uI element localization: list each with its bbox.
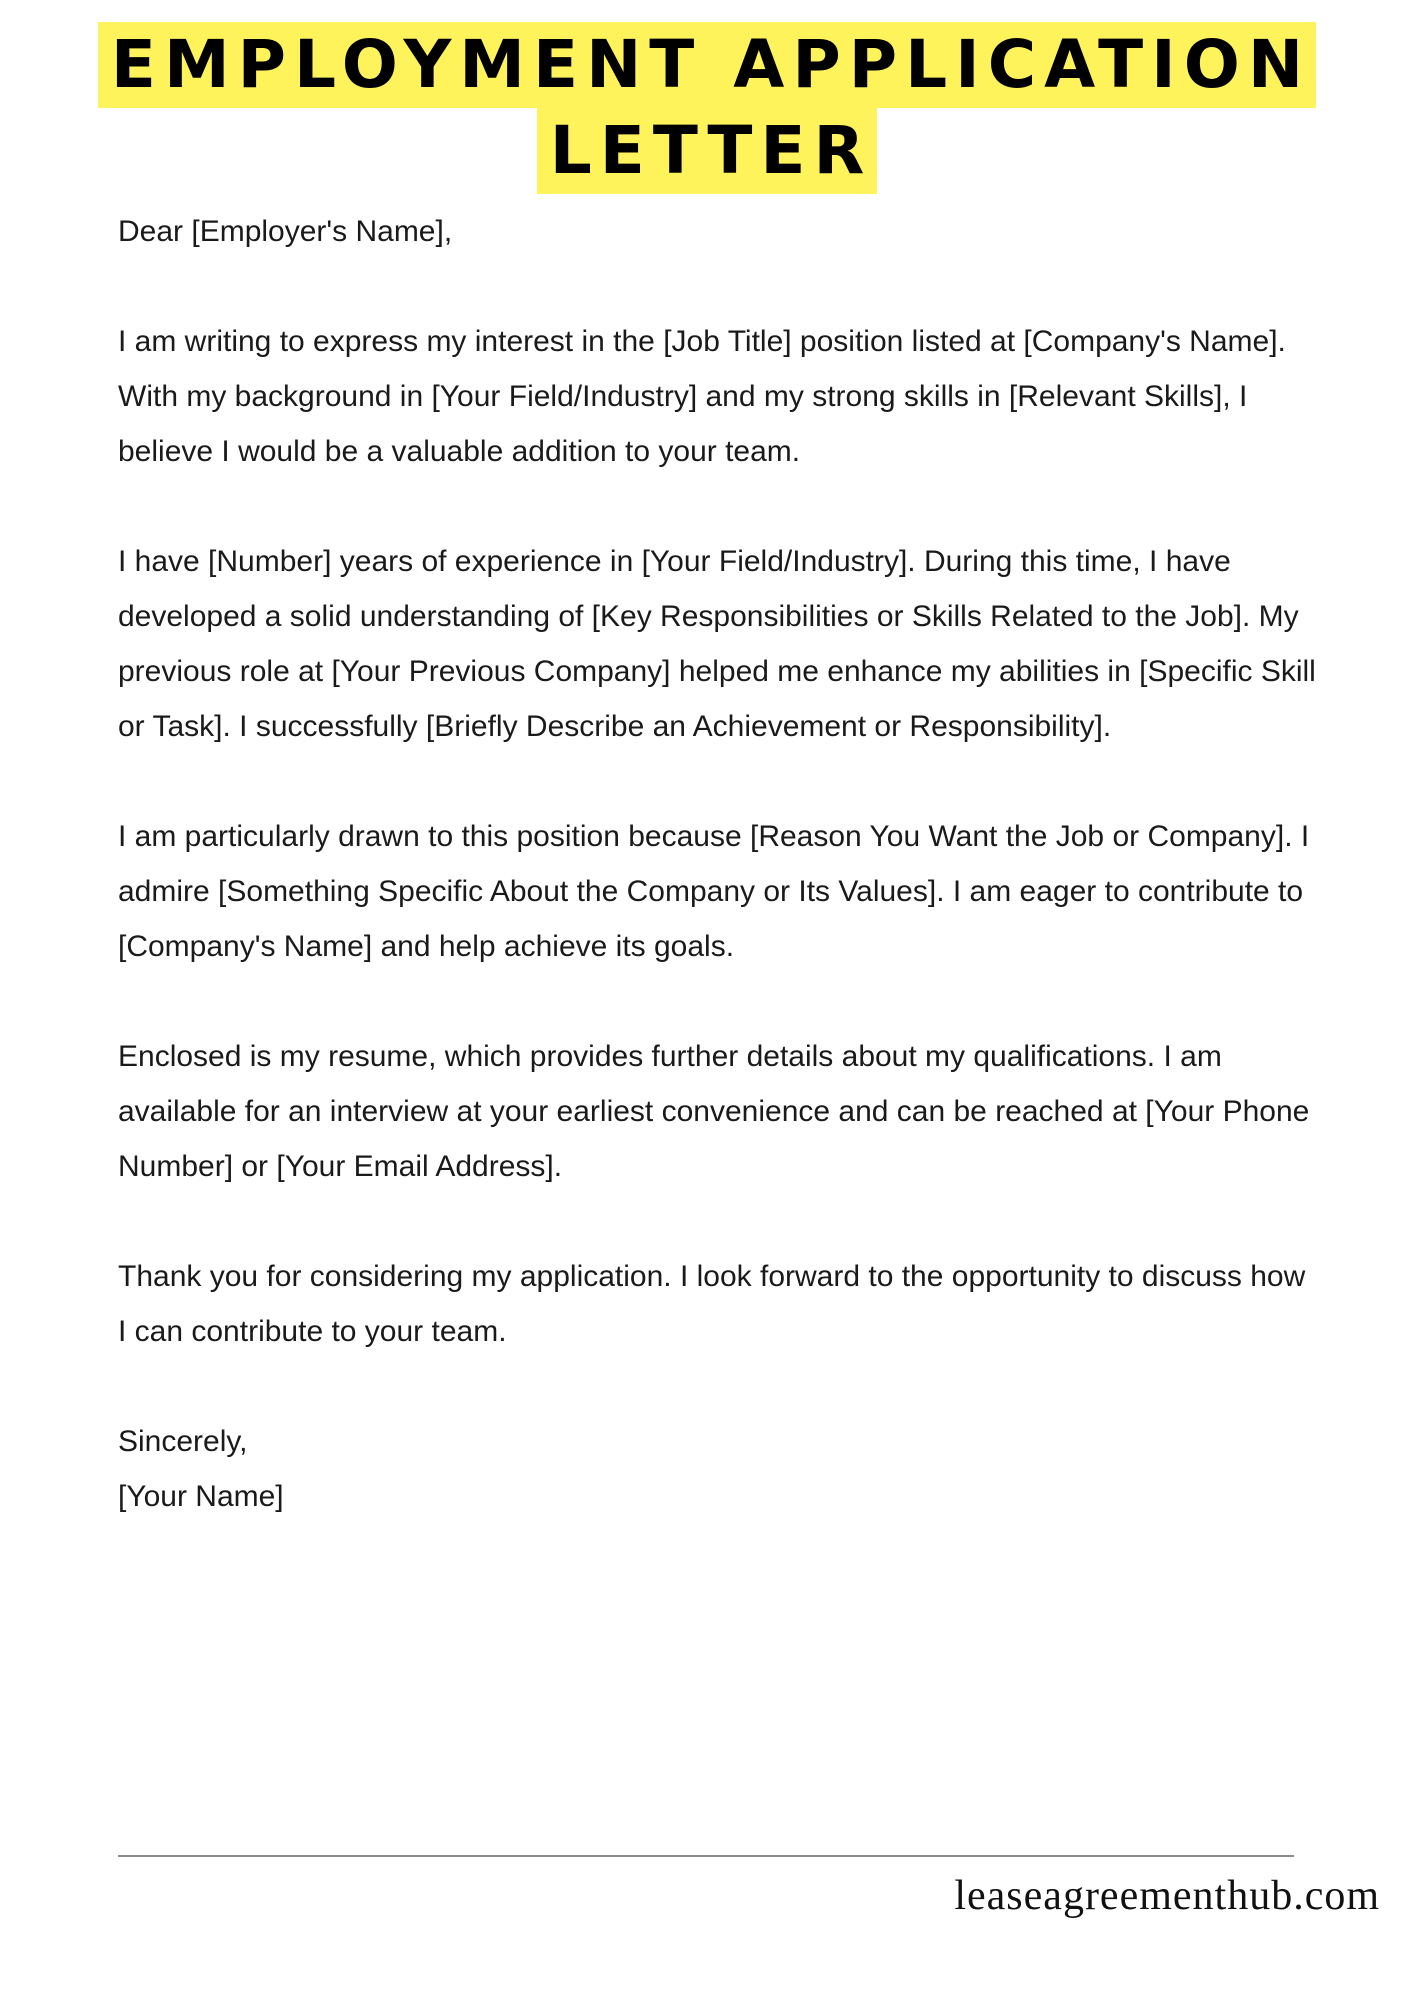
title-line-1: EMPLOYMENT APPLICATION (98, 22, 1316, 108)
title-line-2: LETTER (537, 108, 878, 194)
paragraph-enclosure: Enclosed is my resume, which provides further details about my qualifications. I am available for an interview at your earliest convenience and can be reached at [Your Phone Number] or [Your Email Address]. (118, 1040, 1310, 1183)
footer-divider (118, 1855, 1294, 1857)
paragraph-thanks: Thank you for considering my application. I look forward to the opportunity to discuss how I can contribute to your team. (118, 1260, 1306, 1348)
paragraph-motivation: I am particularly drawn to this position because [Reason You Want the Job or Company]. I admire [Something Specific About the Company or Its Values]. I am eager to contribute to [Company's Name] and help achieve its goals. (118, 820, 1310, 963)
footer-brand: leaseagreementhub.com (954, 1873, 1380, 1919)
paragraph-intro: I am writing to express my interest in the [Job Title] position listed at [Company's Name]. With my background in [Your Field/Industry] and my strong skills in [Relevant Skills], I believe I would be a valuable addition to your team. (118, 325, 1286, 468)
signature: [Your Name] (118, 1480, 284, 1513)
document-title (0, 22, 1414, 194)
letter-body (118, 204, 1318, 1524)
salutation: Dear [Employer's Name], (118, 215, 453, 248)
closing: Sincerely, (118, 1425, 248, 1458)
paragraph-experience: I have [Number] years of experience in [Your Field/Industry]. During this time, I have developed a solid understanding of [Key Responsibilities or Skills Related to the Job]. My previous role at [Your Previous Company] helped me enhance my abilities in [Specific Skill or Task]. I successfully [Briefly Describe an Achievement or Responsibility]. (118, 545, 1316, 743)
